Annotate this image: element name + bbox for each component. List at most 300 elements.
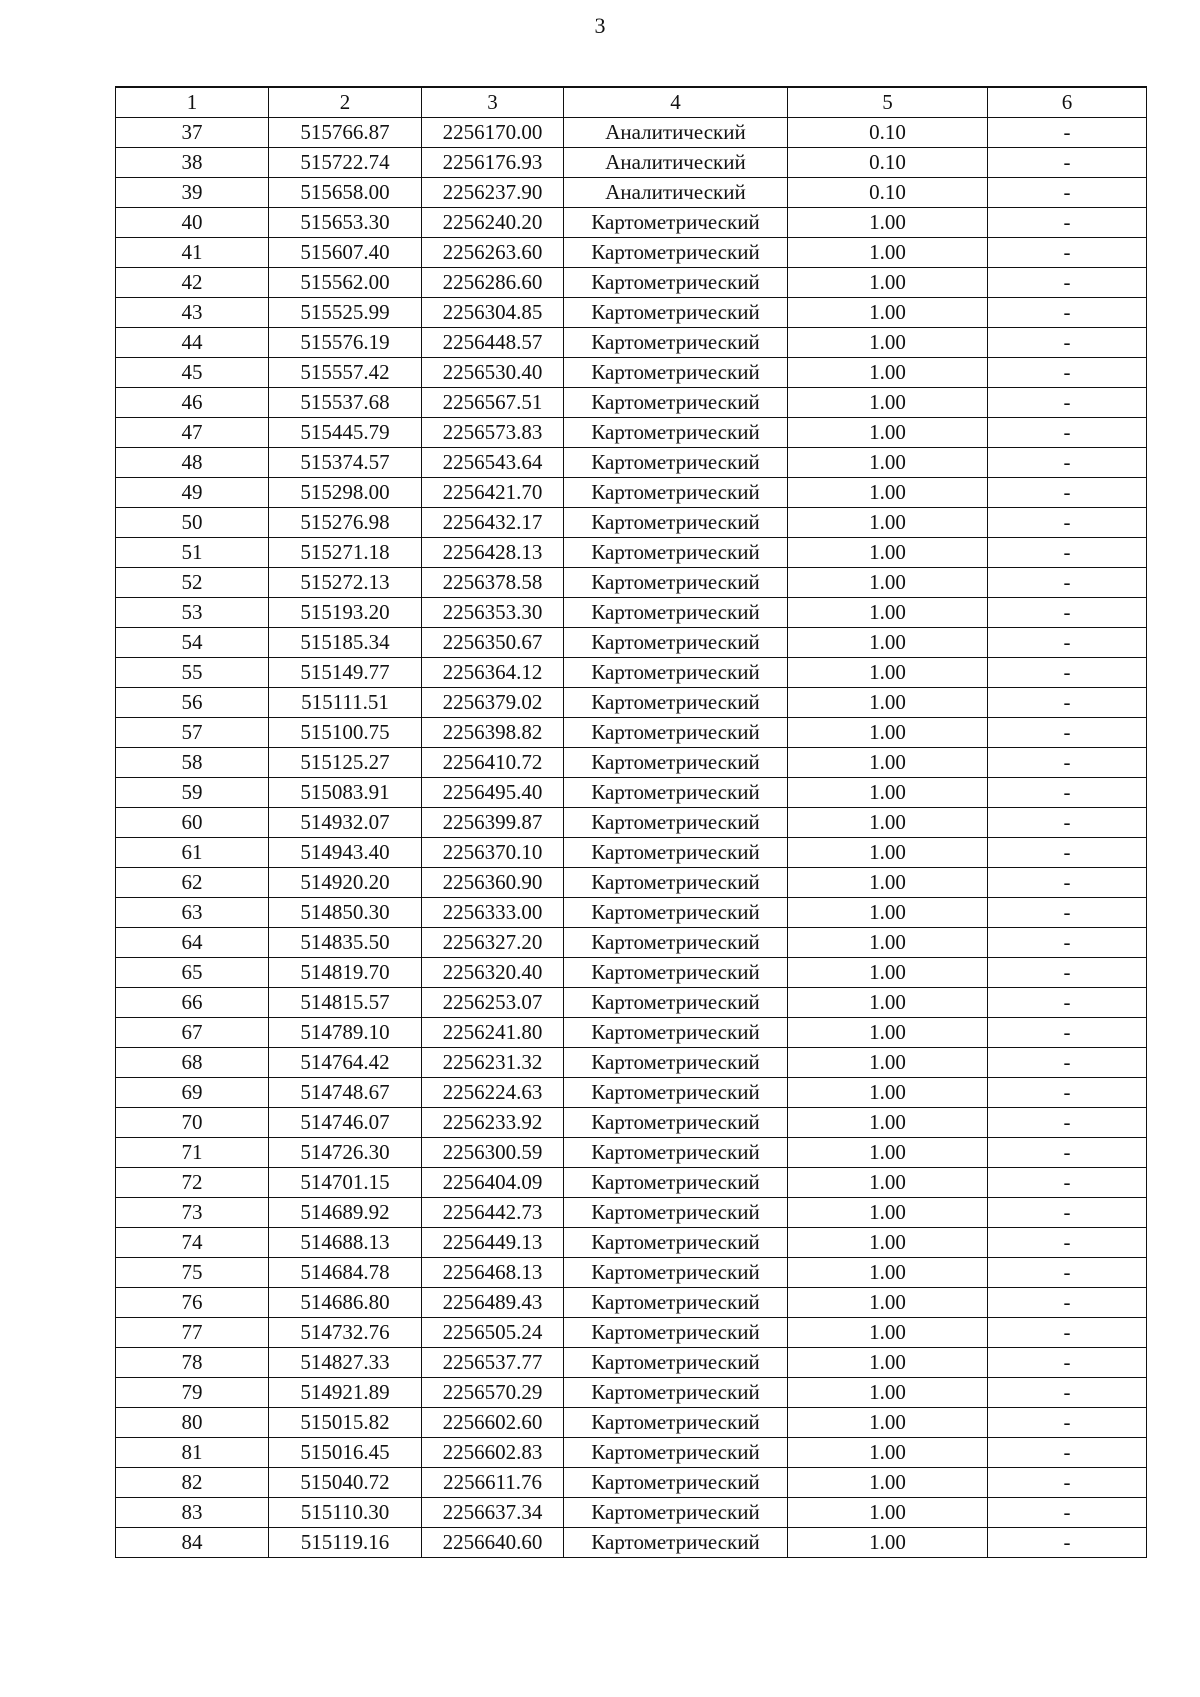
cell-description: -: [988, 718, 1147, 748]
cell-description: -: [988, 238, 1147, 268]
table-body: [116, 118, 1147, 1558]
cell-accuracy: 1.00: [788, 238, 988, 268]
table-row: [116, 778, 1147, 808]
cell-y-coordinate: 2256573.83: [422, 418, 564, 448]
page-number: 3: [594, 13, 606, 38]
cell-point-number: 53: [116, 598, 269, 628]
cell-y-coordinate: 2256468.13: [422, 1258, 564, 1288]
cell-description: -: [988, 118, 1147, 148]
cell-description: -: [988, 988, 1147, 1018]
cell-description: -: [988, 328, 1147, 358]
cell-accuracy: 1.00: [788, 1228, 988, 1258]
cell-y-coordinate: 2256398.82: [422, 718, 564, 748]
table-row: [116, 1438, 1147, 1468]
table-row: [116, 988, 1147, 1018]
cell-description: -: [988, 1288, 1147, 1318]
table-row: [116, 148, 1147, 178]
cell-point-number: 73: [116, 1198, 269, 1228]
cell-method: Картометрический: [564, 898, 788, 928]
table-row: [116, 868, 1147, 898]
cell-point-number: 78: [116, 1348, 269, 1378]
table-row: [116, 298, 1147, 328]
cell-x-coordinate: 515100.75: [269, 718, 422, 748]
cell-y-coordinate: 2256442.73: [422, 1198, 564, 1228]
cell-point-number: 83: [116, 1498, 269, 1528]
table-row: [116, 838, 1147, 868]
table-row: [116, 748, 1147, 778]
cell-point-number: 41: [116, 238, 269, 268]
cell-x-coordinate: 514726.30: [269, 1138, 422, 1168]
cell-point-number: 45: [116, 358, 269, 388]
table-row: [116, 328, 1147, 358]
cell-description: -: [988, 1018, 1147, 1048]
cell-x-coordinate: 515557.42: [269, 358, 422, 388]
cell-description: -: [988, 298, 1147, 328]
cell-point-number: 47: [116, 418, 269, 448]
cell-point-number: 39: [116, 178, 269, 208]
cell-point-number: 80: [116, 1408, 269, 1438]
cell-method: Картометрический: [564, 718, 788, 748]
cell-point-number: 82: [116, 1468, 269, 1498]
cell-method: Картометрический: [564, 298, 788, 328]
cell-accuracy: 1.00: [788, 808, 988, 838]
table-row: [116, 448, 1147, 478]
cell-point-number: 43: [116, 298, 269, 328]
cell-x-coordinate: 514921.89: [269, 1378, 422, 1408]
cell-x-coordinate: 515653.30: [269, 208, 422, 238]
cell-description: -: [988, 748, 1147, 778]
table-row: [116, 1288, 1147, 1318]
cell-point-number: 55: [116, 658, 269, 688]
cell-y-coordinate: 2256286.60: [422, 268, 564, 298]
cell-method: Картометрический: [564, 628, 788, 658]
cell-method: Картометрический: [564, 208, 788, 238]
cell-accuracy: 1.00: [788, 1378, 988, 1408]
table-row: [116, 1078, 1147, 1108]
table-row: [116, 1168, 1147, 1198]
cell-description: -: [988, 808, 1147, 838]
cell-point-number: 76: [116, 1288, 269, 1318]
cell-description: -: [988, 418, 1147, 448]
cell-method: Картометрический: [564, 1138, 788, 1168]
cell-point-number: 40: [116, 208, 269, 238]
table-row: [116, 688, 1147, 718]
cell-point-number: 60: [116, 808, 269, 838]
cell-method: Картометрический: [564, 1258, 788, 1288]
cell-point-number: 42: [116, 268, 269, 298]
cell-y-coordinate: 2256233.92: [422, 1108, 564, 1138]
cell-accuracy: 1.00: [788, 1108, 988, 1138]
cell-accuracy: 1.00: [788, 418, 988, 448]
cell-description: -: [988, 628, 1147, 658]
cell-accuracy: 1.00: [788, 928, 988, 958]
cell-point-number: 59: [116, 778, 269, 808]
cell-x-coordinate: 514835.50: [269, 928, 422, 958]
column-header-y-coordinate: 3: [422, 87, 564, 118]
cell-y-coordinate: 2256404.09: [422, 1168, 564, 1198]
cell-y-coordinate: 2256304.85: [422, 298, 564, 328]
table-row: [116, 478, 1147, 508]
column-header-accuracy: 5: [788, 87, 988, 118]
cell-accuracy: 1.00: [788, 718, 988, 748]
cell-x-coordinate: 514920.20: [269, 868, 422, 898]
cell-method: Картометрический: [564, 1078, 788, 1108]
cell-method: Картометрический: [564, 1468, 788, 1498]
table-row: [116, 1228, 1147, 1258]
cell-point-number: 63: [116, 898, 269, 928]
cell-method: Картометрический: [564, 268, 788, 298]
cell-point-number: 75: [116, 1258, 269, 1288]
cell-description: -: [988, 358, 1147, 388]
cell-x-coordinate: 514746.07: [269, 1108, 422, 1138]
cell-description: -: [988, 148, 1147, 178]
cell-y-coordinate: 2256370.10: [422, 838, 564, 868]
cell-accuracy: 1.00: [788, 568, 988, 598]
cell-y-coordinate: 2256602.60: [422, 1408, 564, 1438]
cell-accuracy: 1.00: [788, 1198, 988, 1228]
cell-x-coordinate: 515015.82: [269, 1408, 422, 1438]
table-row: [116, 568, 1147, 598]
cell-method: Картометрический: [564, 1018, 788, 1048]
cell-x-coordinate: 515525.99: [269, 298, 422, 328]
cell-y-coordinate: 2256263.60: [422, 238, 564, 268]
cell-point-number: 84: [116, 1528, 269, 1558]
cell-y-coordinate: 2256300.59: [422, 1138, 564, 1168]
cell-accuracy: 0.10: [788, 178, 988, 208]
cell-accuracy: 1.00: [788, 868, 988, 898]
cell-method: Картометрический: [564, 388, 788, 418]
cell-method: Картометрический: [564, 1378, 788, 1408]
cell-x-coordinate: 514688.13: [269, 1228, 422, 1258]
cell-y-coordinate: 2256421.70: [422, 478, 564, 508]
cell-y-coordinate: 2256364.12: [422, 658, 564, 688]
cell-x-coordinate: 515298.00: [269, 478, 422, 508]
cell-description: -: [988, 178, 1147, 208]
cell-accuracy: 1.00: [788, 1408, 988, 1438]
table-row: [116, 1498, 1147, 1528]
cell-y-coordinate: 2256320.40: [422, 958, 564, 988]
cell-x-coordinate: 515272.13: [269, 568, 422, 598]
cell-x-coordinate: 515193.20: [269, 598, 422, 628]
cell-method: Картометрический: [564, 1528, 788, 1558]
table-row: [116, 1468, 1147, 1498]
cell-accuracy: 0.10: [788, 118, 988, 148]
cell-accuracy: 1.00: [788, 208, 988, 238]
cell-point-number: 74: [116, 1228, 269, 1258]
cell-method: Картометрический: [564, 1318, 788, 1348]
cell-description: -: [988, 1168, 1147, 1198]
table-row: [116, 1138, 1147, 1168]
cell-y-coordinate: 2256489.43: [422, 1288, 564, 1318]
cell-x-coordinate: 515374.57: [269, 448, 422, 478]
column-header-x-coordinate: 2: [269, 87, 422, 118]
cell-accuracy: 0.10: [788, 148, 988, 178]
cell-accuracy: 1.00: [788, 838, 988, 868]
cell-point-number: 52: [116, 568, 269, 598]
cell-method: Аналитический: [564, 178, 788, 208]
cell-accuracy: 1.00: [788, 1078, 988, 1108]
cell-point-number: 50: [116, 508, 269, 538]
cell-description: -: [988, 658, 1147, 688]
table-row: [116, 508, 1147, 538]
cell-point-number: 70: [116, 1108, 269, 1138]
cell-description: -: [988, 448, 1147, 478]
cell-method: Картометрический: [564, 328, 788, 358]
cell-point-number: 46: [116, 388, 269, 418]
cell-y-coordinate: 2256537.77: [422, 1348, 564, 1378]
cell-point-number: 67: [116, 1018, 269, 1048]
cell-method: Картометрический: [564, 1228, 788, 1258]
cell-description: -: [988, 778, 1147, 808]
cell-method: Картометрический: [564, 598, 788, 628]
cell-x-coordinate: 515111.51: [269, 688, 422, 718]
cell-description: -: [988, 958, 1147, 988]
cell-x-coordinate: 515185.34: [269, 628, 422, 658]
cell-y-coordinate: 2256170.00: [422, 118, 564, 148]
cell-method: Картометрический: [564, 988, 788, 1018]
cell-y-coordinate: 2256410.72: [422, 748, 564, 778]
cell-accuracy: 1.00: [788, 1048, 988, 1078]
cell-y-coordinate: 2256495.40: [422, 778, 564, 808]
cell-method: Аналитический: [564, 118, 788, 148]
cell-description: -: [988, 1348, 1147, 1378]
cell-point-number: 58: [116, 748, 269, 778]
cell-x-coordinate: 514689.92: [269, 1198, 422, 1228]
cell-method: Картометрический: [564, 778, 788, 808]
cell-method: Картометрический: [564, 1348, 788, 1378]
table-row: [116, 658, 1147, 688]
cell-x-coordinate: 515149.77: [269, 658, 422, 688]
cell-y-coordinate: 2256449.13: [422, 1228, 564, 1258]
table-header: [116, 87, 1147, 118]
cell-method: Картометрический: [564, 958, 788, 988]
cell-description: -: [988, 478, 1147, 508]
cell-y-coordinate: 2256379.02: [422, 688, 564, 718]
cell-description: -: [988, 688, 1147, 718]
cell-description: -: [988, 598, 1147, 628]
cell-y-coordinate: 2256448.57: [422, 328, 564, 358]
coordinates-table: [115, 86, 1147, 1558]
cell-description: -: [988, 838, 1147, 868]
table-row: [116, 1258, 1147, 1288]
cell-point-number: 37: [116, 118, 269, 148]
cell-y-coordinate: 2256570.29: [422, 1378, 564, 1408]
cell-point-number: 77: [116, 1318, 269, 1348]
cell-accuracy: 1.00: [788, 1168, 988, 1198]
cell-accuracy: 1.00: [788, 298, 988, 328]
table-row: [116, 928, 1147, 958]
cell-x-coordinate: 515607.40: [269, 238, 422, 268]
cell-accuracy: 1.00: [788, 1018, 988, 1048]
cell-y-coordinate: 2256350.67: [422, 628, 564, 658]
cell-y-coordinate: 2256602.83: [422, 1438, 564, 1468]
cell-y-coordinate: 2256640.60: [422, 1528, 564, 1558]
cell-point-number: 38: [116, 148, 269, 178]
cell-method: Картометрический: [564, 1108, 788, 1138]
cell-y-coordinate: 2256530.40: [422, 358, 564, 388]
cell-point-number: 65: [116, 958, 269, 988]
cell-accuracy: 1.00: [788, 448, 988, 478]
cell-x-coordinate: 515110.30: [269, 1498, 422, 1528]
table-row: [116, 958, 1147, 988]
cell-accuracy: 1.00: [788, 1348, 988, 1378]
cell-y-coordinate: 2256399.87: [422, 808, 564, 838]
cell-x-coordinate: 515445.79: [269, 418, 422, 448]
cell-y-coordinate: 2256428.13: [422, 538, 564, 568]
cell-accuracy: 1.00: [788, 658, 988, 688]
cell-x-coordinate: 514684.78: [269, 1258, 422, 1288]
table-row: [116, 1198, 1147, 1228]
cell-y-coordinate: 2256240.20: [422, 208, 564, 238]
cell-y-coordinate: 2256176.93: [422, 148, 564, 178]
cell-accuracy: 1.00: [788, 628, 988, 658]
cell-accuracy: 1.00: [788, 1318, 988, 1348]
cell-accuracy: 1.00: [788, 598, 988, 628]
cell-y-coordinate: 2256353.30: [422, 598, 564, 628]
cell-x-coordinate: 515119.16: [269, 1528, 422, 1558]
table-row: [116, 178, 1147, 208]
cell-accuracy: 1.00: [788, 1528, 988, 1558]
cell-x-coordinate: 515125.27: [269, 748, 422, 778]
cell-description: -: [988, 1318, 1147, 1348]
cell-description: -: [988, 1048, 1147, 1078]
cell-method: Картометрический: [564, 568, 788, 598]
cell-y-coordinate: 2256567.51: [422, 388, 564, 418]
cell-point-number: 57: [116, 718, 269, 748]
cell-method: Картометрический: [564, 688, 788, 718]
cell-point-number: 68: [116, 1048, 269, 1078]
cell-method: Картометрический: [564, 1408, 788, 1438]
cell-accuracy: 1.00: [788, 388, 988, 418]
cell-accuracy: 1.00: [788, 1468, 988, 1498]
cell-y-coordinate: 2256237.90: [422, 178, 564, 208]
cell-y-coordinate: 2256333.00: [422, 898, 564, 928]
cell-y-coordinate: 2256231.32: [422, 1048, 564, 1078]
cell-point-number: 64: [116, 928, 269, 958]
cell-accuracy: 1.00: [788, 688, 988, 718]
cell-x-coordinate: 515040.72: [269, 1468, 422, 1498]
cell-point-number: 49: [116, 478, 269, 508]
cell-point-number: 66: [116, 988, 269, 1018]
cell-y-coordinate: 2256253.07: [422, 988, 564, 1018]
cell-x-coordinate: 515083.91: [269, 778, 422, 808]
table-row: [116, 1108, 1147, 1138]
cell-accuracy: 1.00: [788, 898, 988, 928]
cell-description: -: [988, 1408, 1147, 1438]
cell-description: -: [988, 928, 1147, 958]
table-row: [116, 898, 1147, 928]
table-row: [116, 238, 1147, 268]
cell-description: -: [988, 268, 1147, 298]
cell-description: -: [988, 1138, 1147, 1168]
cell-y-coordinate: 2256378.58: [422, 568, 564, 598]
cell-method: Картометрический: [564, 1048, 788, 1078]
cell-point-number: 72: [116, 1168, 269, 1198]
cell-x-coordinate: 514732.76: [269, 1318, 422, 1348]
cell-point-number: 81: [116, 1438, 269, 1468]
cell-accuracy: 1.00: [788, 1138, 988, 1168]
cell-accuracy: 1.00: [788, 508, 988, 538]
cell-x-coordinate: 515722.74: [269, 148, 422, 178]
cell-description: -: [988, 898, 1147, 928]
cell-accuracy: 1.00: [788, 268, 988, 298]
cell-y-coordinate: 2256224.63: [422, 1078, 564, 1108]
cell-method: Картометрический: [564, 508, 788, 538]
cell-point-number: 44: [116, 328, 269, 358]
cell-x-coordinate: 514789.10: [269, 1018, 422, 1048]
cell-x-coordinate: 515766.87: [269, 118, 422, 148]
cell-method: Картометрический: [564, 868, 788, 898]
cell-method: Картометрический: [564, 358, 788, 388]
cell-x-coordinate: 514819.70: [269, 958, 422, 988]
table-row: [116, 1378, 1147, 1408]
header-row: [116, 87, 1147, 118]
cell-description: -: [988, 1198, 1147, 1228]
cell-method: Картометрический: [564, 418, 788, 448]
table-row: [116, 358, 1147, 388]
cell-description: -: [988, 1468, 1147, 1498]
cell-accuracy: 1.00: [788, 328, 988, 358]
cell-description: -: [988, 1108, 1147, 1138]
cell-point-number: 62: [116, 868, 269, 898]
cell-method: Картометрический: [564, 1498, 788, 1528]
cell-x-coordinate: 514701.15: [269, 1168, 422, 1198]
cell-point-number: 54: [116, 628, 269, 658]
table-row: [116, 268, 1147, 298]
cell-accuracy: 1.00: [788, 778, 988, 808]
cell-description: -: [988, 1528, 1147, 1558]
cell-method: Картометрический: [564, 838, 788, 868]
cell-method: Картометрический: [564, 658, 788, 688]
table-row: [116, 1018, 1147, 1048]
table-row: [116, 1408, 1147, 1438]
cell-y-coordinate: 2256360.90: [422, 868, 564, 898]
cell-y-coordinate: 2256241.80: [422, 1018, 564, 1048]
table-row: [116, 418, 1147, 448]
cell-accuracy: 1.00: [788, 1438, 988, 1468]
table-row: [116, 538, 1147, 568]
cell-x-coordinate: 515537.68: [269, 388, 422, 418]
cell-description: -: [988, 1258, 1147, 1288]
table-row: [116, 388, 1147, 418]
cell-method: Картометрический: [564, 538, 788, 568]
cell-description: -: [988, 1378, 1147, 1408]
cell-x-coordinate: 514827.33: [269, 1348, 422, 1378]
table-row: [116, 1048, 1147, 1078]
cell-accuracy: 1.00: [788, 958, 988, 988]
cell-x-coordinate: 514932.07: [269, 808, 422, 838]
cell-method: Аналитический: [564, 148, 788, 178]
table-row: [116, 628, 1147, 658]
cell-accuracy: 1.00: [788, 538, 988, 568]
cell-accuracy: 1.00: [788, 748, 988, 778]
table-row: [116, 1348, 1147, 1378]
cell-description: -: [988, 508, 1147, 538]
cell-accuracy: 1.00: [788, 988, 988, 1018]
cell-description: -: [988, 1228, 1147, 1258]
cell-accuracy: 1.00: [788, 1288, 988, 1318]
cell-method: Картометрический: [564, 808, 788, 838]
table-row: [116, 598, 1147, 628]
cell-description: -: [988, 1438, 1147, 1468]
cell-method: Картометрический: [564, 478, 788, 508]
cell-description: -: [988, 538, 1147, 568]
cell-x-coordinate: 514850.30: [269, 898, 422, 928]
cell-description: -: [988, 388, 1147, 418]
cell-method: Картометрический: [564, 1288, 788, 1318]
cell-description: -: [988, 568, 1147, 598]
cell-y-coordinate: 2256327.20: [422, 928, 564, 958]
